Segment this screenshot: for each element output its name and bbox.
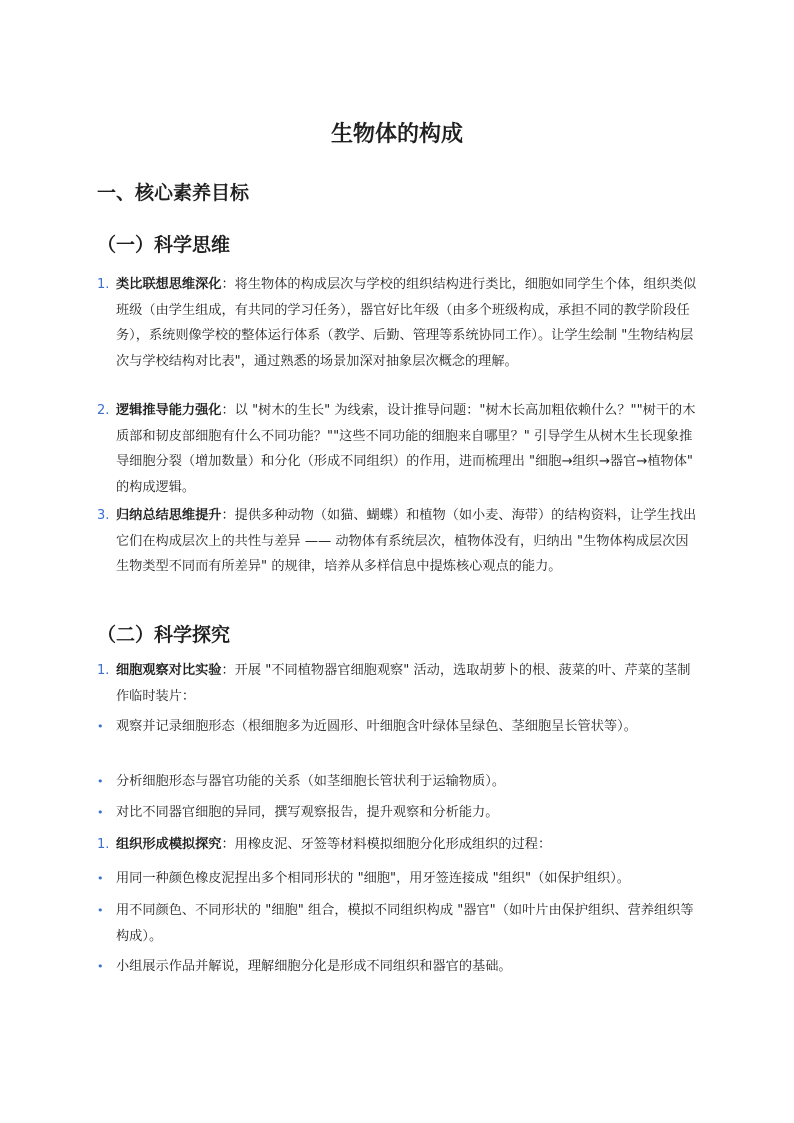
bullet-dot-icon: •	[97, 806, 104, 819]
bullet-dot-icon: •	[97, 904, 104, 917]
bullet-dot-icon: •	[97, 872, 104, 885]
bullet-item	[97, 800, 697, 826]
list-item-term: 逻辑推导能力强化	[116, 403, 222, 418]
bullet-dot-icon: •	[97, 960, 104, 973]
list-number: 3.	[97, 508, 110, 523]
bullet-text: 观察并记录细胞形态（根细胞多为近圆形、叶细胞含叶绿体呈绿色、茎细胞呈长管状等）。	[116, 719, 637, 734]
list-item-term: 细胞观察对比实验	[116, 663, 222, 678]
bullet-text: 用不同颜色、不同形状的 "细胞" 组合，模拟不同组织构成 "器官"（如叶片由保护组织、营养组织等构成）。	[116, 903, 694, 944]
list-item-text: ：开展 "不同植物器官细胞观察" 活动，选取胡萝卜的根、菠菜的叶、芹菜的茎制作临时装片：	[116, 663, 691, 704]
list-item-term: 归纳总结思维提升	[116, 508, 222, 523]
bullet-dot-icon: •	[97, 775, 104, 788]
bullet-item	[97, 769, 697, 795]
bullet-text: 小组展示作品并解说，理解细胞分化是形成不同组织和器官的基础。	[116, 959, 512, 974]
bullet-dot-icon: •	[97, 720, 104, 733]
list-number: 1.	[97, 277, 110, 292]
list-item-term: 类比联想思维深化	[116, 277, 222, 292]
list-item-induction	[97, 503, 697, 580]
subheading-scientific-thinking: （一）科学思维	[97, 234, 231, 256]
bullet-text: 分析细胞形态与器官功能的关系（如茎细胞长管状利于运输物质）。	[116, 774, 506, 789]
list-item-text: ：提供多种动物（如猫、蝴蝶）和植物（如小麦、海带）的结构资料，让学生找出它们在构成层次上的共性与差异 —— 动物体有系统层次，植物体没有，归纳出 "生物体构成层次因生物类型不同而有所差异" 的规律，培养从多样信息中提炼核心观点的能力。	[116, 508, 697, 574]
list-item-logic	[97, 398, 697, 500]
list-item-text: ：用橡皮泥、牙签等材料模拟细胞分化形成组织的过程：	[221, 837, 552, 852]
bullet-text: 对比不同器官细胞的异同，撰写观察报告，提升观察和分析能力。	[116, 805, 499, 820]
list-item-tissue-simulation	[97, 832, 697, 858]
list-item-text: ：将生物体的构成层次与学校的组织结构进行类比，细胞如同学生个体，组织类似班级（由学生组成，有共同的学习任务），器官好比年级（由多个班级构成，承担不同的教学阶段任务），系统则像学校的整体运行体系（教学、后勤、管理等系统协同工作）。让学生绘制 "生物结构层次与学校结构对比表"，通过熟悉的场景加深对抽象层次概念的理解。	[116, 277, 697, 369]
bullet-item	[97, 954, 697, 980]
bullet-item	[97, 714, 697, 740]
bullet-text: 用同一种颜色橡皮泥捏出多个相同形状的 "细胞"，用牙签连接成 "组织"（如保护组织）。	[116, 871, 630, 886]
bullet-item	[97, 898, 697, 949]
list-item-analogy	[97, 272, 697, 374]
bullet-item	[97, 866, 697, 892]
section-heading-core-goals: 一、核心素养目标	[97, 182, 250, 204]
list-item-term: 组织形成模拟探究	[116, 837, 222, 852]
list-number: 1.	[97, 663, 110, 678]
list-number: 1.	[97, 837, 110, 852]
list-item-cell-observation	[97, 658, 697, 709]
document-title: 生物体的构成	[330, 122, 463, 147]
subheading-scientific-inquiry: （二）科学探究	[97, 624, 231, 646]
list-number: 2.	[97, 403, 110, 418]
list-item-text: ：以 "树木的生长" 为线索，设计推导问题："树木长高加粗依赖什么？""树干的木质部和韧皮部细胞有什么不同功能？""这些不同功能的细胞来自哪里？" 引导学生从树木生长现象推导细胞分裂（增加数量）和分化（形成不同组织）的作用，进而梳理出 "细胞→组织→器官→植物体" 的构成逻辑。	[116, 403, 696, 495]
